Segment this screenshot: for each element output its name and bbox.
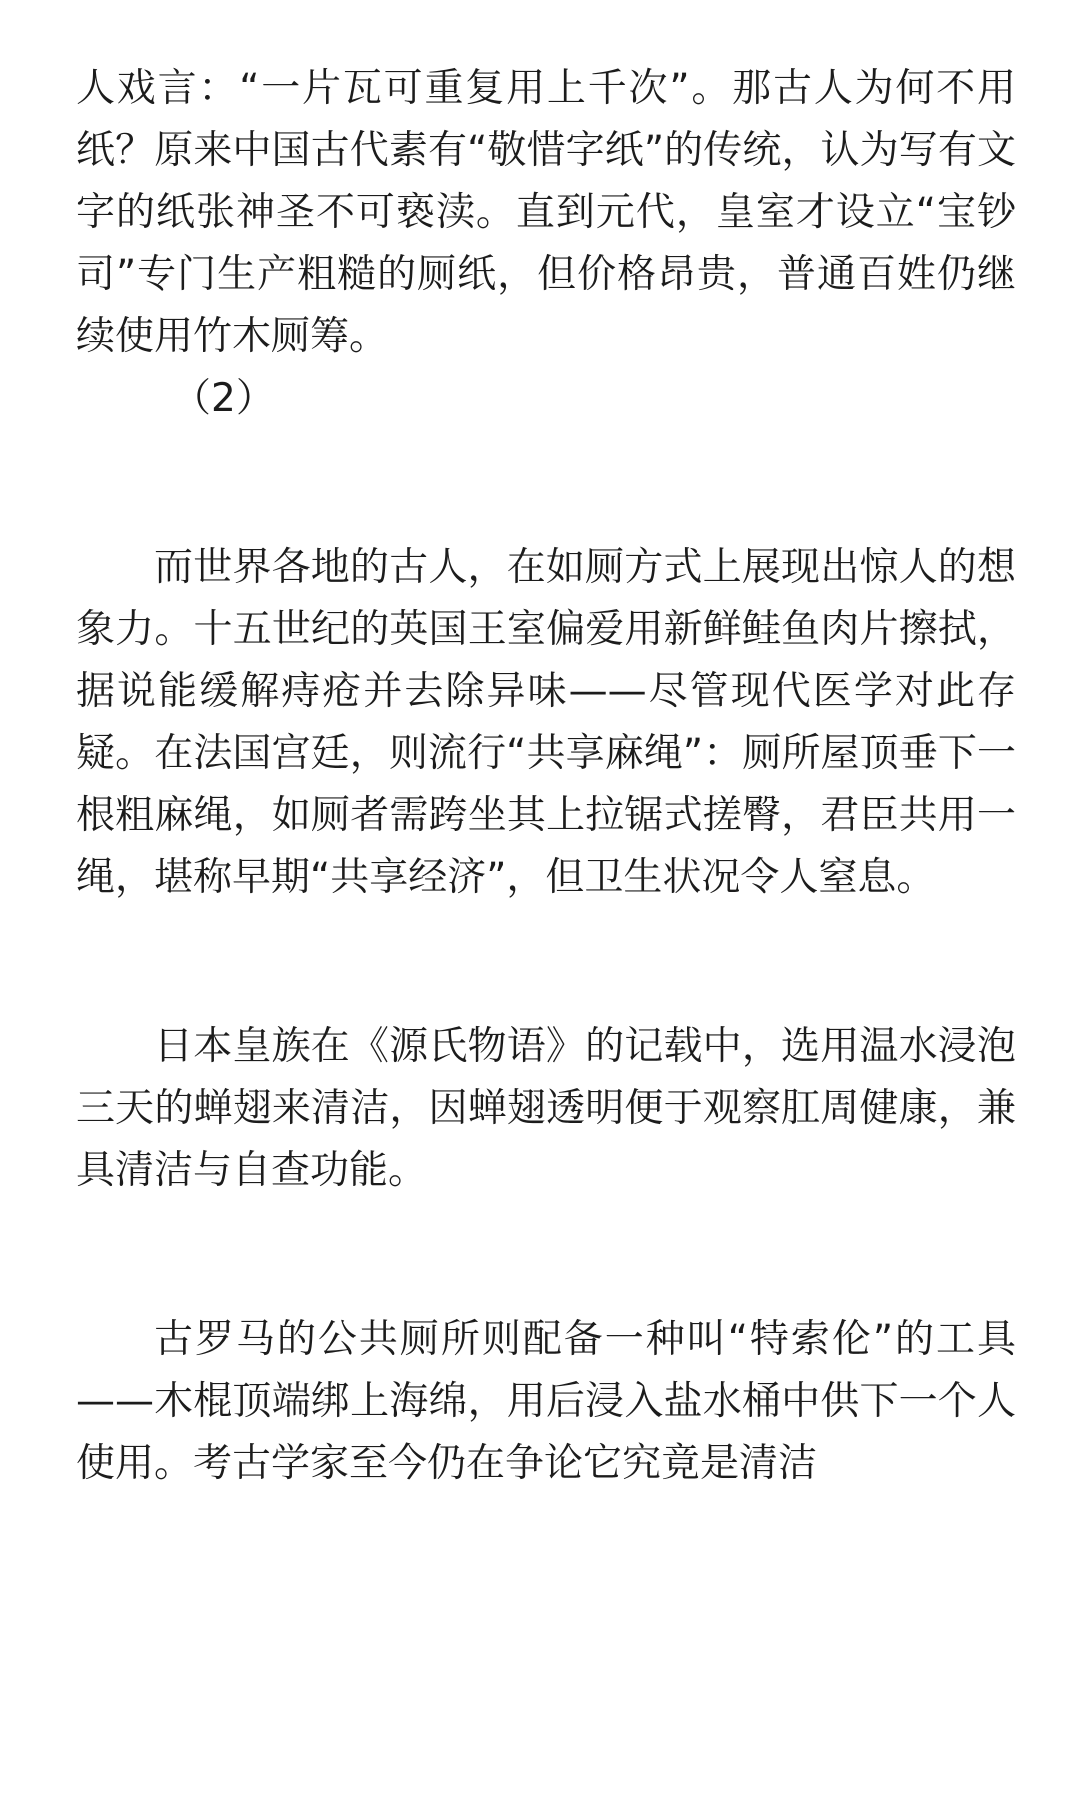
article-body	[76, 58, 1016, 1495]
paragraph-2: 而世界各地的古人，在如厕方式上展现出惊人的想象力。十五世纪的英国王室偏爱用新鲜鲑鱼肉片擦拭，据说能缓解痔疮并去除异味——尽管现代医学对此存疑。在法国宫廷，则流行“共享麻绳”：厕所屋顶垂下一根粗麻绳，如厕者需跨坐其上拉锯式搓臀，君臣共用一绳，堪称早期“共享经济”，但卫生状况令人窒息。	[76, 545, 1016, 900]
section-number: （2）	[172, 376, 275, 421]
paragraph-3: 日本皇族在《源氏物语》的记载中，选用温水浸泡三天的蝉翅来清洁，因蝉翅透明便于观察肛周健康，兼具清洁与自查功能。	[76, 1024, 1016, 1193]
paragraph-1: 人戏言：“一片瓦可重复用上千次”。那古人为何不用纸？原来中国古代素有“敬惜字纸”的传统，认为写有文字的纸张神圣不可亵渎。直到元代，皇室才设立“宝钞司”专门生产粗糙的厕纸，但价格昂贵，普通百姓仍继续使用竹木厕筹。	[76, 66, 1016, 359]
paragraph-4: 古罗马的公共厕所则配备一种叫“特索伦”的工具——木棍顶端绑上海绵，用后浸入盐水桶中供下一个人使用。考古学家至今仍在争论它究竟是清洁	[76, 1317, 1016, 1486]
